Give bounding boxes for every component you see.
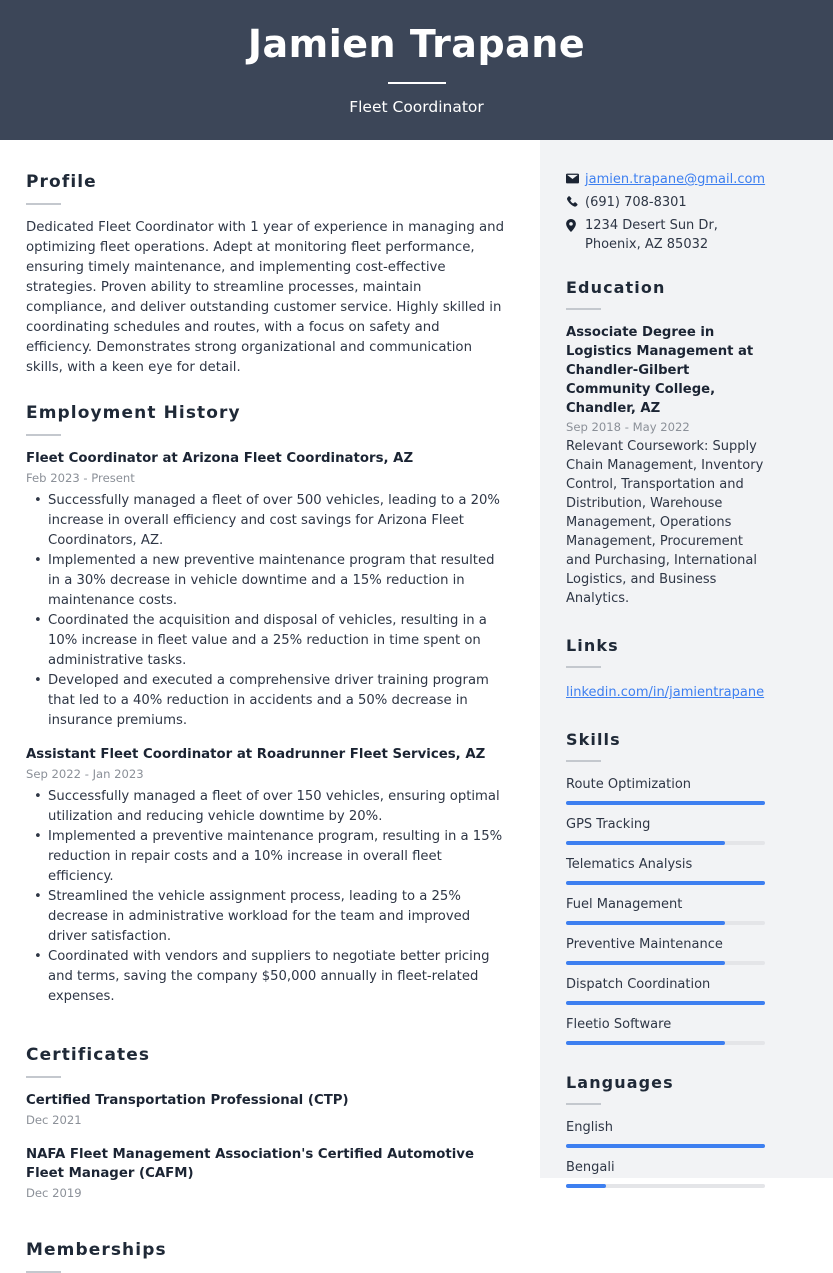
bullet-item: • Successfully managed a fleet of over 150 vehicles, ensuring optimal utilization and reducing vehicle downtime by 20%. [26,787,504,827]
location-pin-icon [566,216,585,232]
candidate-name: Jamien Trapane [247,21,586,66]
skill-label: Preventive Maintenance [566,937,723,952]
skill-bar-fill [566,881,765,885]
skill-bar-track [566,1001,765,1005]
section-title-education: Education [566,278,666,297]
section-title-memberships: Memberships [26,1240,167,1260]
education-description: Relevant Coursework: Supply Chain Management, Inventory Control, Transportation and Distribution, Warehouse Management, Operations Management, Procurement and Purchasing, International Logistics, and Business Analytics. [566,439,764,606]
main-column [0,140,540,1260]
skill-bar-fill [566,1041,725,1045]
skill-bar-fill [566,841,725,845]
section-employment-history [26,403,504,1007]
skill-label: Fuel Management [566,897,683,912]
employment-bullets [26,491,504,731]
contact-row-phone [566,193,765,212]
skill-bar-fill [566,921,725,925]
skill-item [566,895,765,925]
skill-label: Telematics Analysis [566,857,693,872]
bullet-item: • Implemented a preventive maintenance program, resulting in a 15% reduction in repair costs and a 10% increase in overall fleet efficiency. [26,827,504,887]
bullet-item: • Implemented a new preventive maintenance program that resulted in a 30% decrease in vehicle downtime and a 15% reduction in maintenance costs. [26,551,504,611]
language-label: Bengali [566,1160,615,1175]
employment-bullets [26,787,504,1007]
skill-bar-fill [566,1001,765,1005]
section-title-profile: Profile [26,172,97,192]
skill-label: GPS Tracking [566,817,651,832]
candidate-job-title: Fleet Coordinator [349,98,484,117]
section-title-links: Links [566,636,619,655]
section-languages [566,1073,765,1188]
language-item [566,1118,765,1148]
education-title: Associate Degree in Logistics Management at Chandler-Gilbert Community College, Chandler, AZ [566,325,754,416]
section-title-employment-history: Employment History [26,403,241,423]
section-certificates [26,1045,504,1202]
link-linkedin[interactable]: linkedin.com/in/jamientrapane [566,685,765,700]
section-memberships [26,1240,504,1273]
contact-details [566,170,765,254]
section-education [566,278,765,608]
employment-date: Sep 2022 - Jan 2023 [26,767,144,781]
bullet-item: • Developed and executed a comprehensive driver training program that led to a 40% reduction in accidents and a 50% decrease in insurance premiums. [26,671,504,731]
skill-item [566,775,765,805]
bullet-item: • Successfully managed a fleet of over 500 vehicles, leading to a 20% increase in overall efficiency and cost savings for Arizona Fleet Coordinators, AZ. [26,491,504,551]
employment-entry [26,449,504,731]
education-date: Sep 2018 - May 2022 [566,420,690,434]
language-bar-track [566,1144,765,1148]
sidebar-column [540,140,833,1178]
bullet-item: • Coordinated the acquisition and disposal of vehicles, resulting in a 10% increase in fleet value and a 25% reduction in time spent on administrative tasks. [26,611,504,671]
language-label: English [566,1120,613,1135]
skill-label: Dispatch Coordination [566,977,711,992]
skill-bar-track [566,801,765,805]
section-skills [566,730,765,1045]
skill-bar-fill [566,801,765,805]
header-divider-rule [388,82,446,84]
contact-address: 1234 Desert Sun Dr, Phoenix, AZ 85032 [585,218,718,252]
skill-bar-fill [566,961,725,965]
resume-header [0,0,833,140]
envelope-icon [566,170,585,184]
skill-item [566,935,765,965]
skill-bar-track [566,841,765,845]
skill-item [566,975,765,1005]
skill-bar-track [566,921,765,925]
certificate-entry [26,1091,504,1129]
section-rule [566,308,601,310]
section-rule [26,203,61,205]
employment-title: Fleet Coordinator at Arizona Fleet Coordinators, AZ [26,451,414,466]
certificate-date: Dec 2019 [26,1186,82,1200]
section-profile [26,172,504,378]
skill-label: Fleetio Software [566,1017,672,1032]
skill-item [566,855,765,885]
section-title-languages: Languages [566,1073,674,1092]
contact-email[interactable]: jamien.trapane@gmail.com [585,172,766,187]
section-rule [566,1103,601,1105]
bullet-item: • Streamlined the vehicle assignment process, leading to a 25% decrease in administrative workload for the team and improved driver satisfaction. [26,887,504,947]
employment-date: Feb 2023 - Present [26,471,135,485]
resume-body [0,140,833,1260]
skill-label: Route Optimization [566,777,692,792]
contact-phone: (691) 708-8301 [585,195,687,210]
skill-item [566,1015,765,1045]
section-rule [566,666,601,668]
skill-bar-track [566,1041,765,1045]
language-bar-track [566,1184,765,1188]
section-title-certificates: Certificates [26,1045,151,1065]
section-rule [26,1076,61,1078]
profile-text: Dedicated Fleet Coordinator with 1 year of experience in managing and optimizing fleet operations. Adept at monitoring fleet performance, ensuring timely maintenance, and implementing cost-effective strategies. Proven ability to streamline processes, maintain compliance, and deliver outstanding customer service. Highly skilled in coordinating schedules and routes, with a focus on safety and efficiency. Demonstrates strong organizational and communication skills, with a keen eye for detail. [26,220,505,375]
language-bar-fill [566,1184,606,1188]
section-links [566,636,765,702]
contact-row-email[interactable] [566,170,765,189]
certificate-date: Dec 2021 [26,1113,82,1127]
skill-item [566,815,765,845]
skill-bar-track [566,961,765,965]
language-item [566,1158,765,1188]
bullet-item: • Coordinated with vendors and suppliers to negotiate better pricing and terms, saving the company $50,000 annually in fleet-related expenses. [26,947,504,1007]
section-rule [566,760,601,762]
section-title-skills: Skills [566,730,621,749]
phone-icon [566,193,585,208]
employment-entry [26,745,504,1007]
section-rule [26,434,61,436]
certificate-entry [26,1145,504,1202]
employment-title: Assistant Fleet Coordinator at Roadrunner Fleet Services, AZ [26,747,486,762]
contact-row-address [566,216,765,254]
certificate-title: Certified Transportation Professional (CTP) [26,1093,349,1108]
certificate-title: NAFA Fleet Management Association's Certified Automotive Fleet Manager (CAFM) [26,1147,474,1181]
skill-bar-track [566,881,765,885]
language-bar-fill [566,1144,765,1148]
